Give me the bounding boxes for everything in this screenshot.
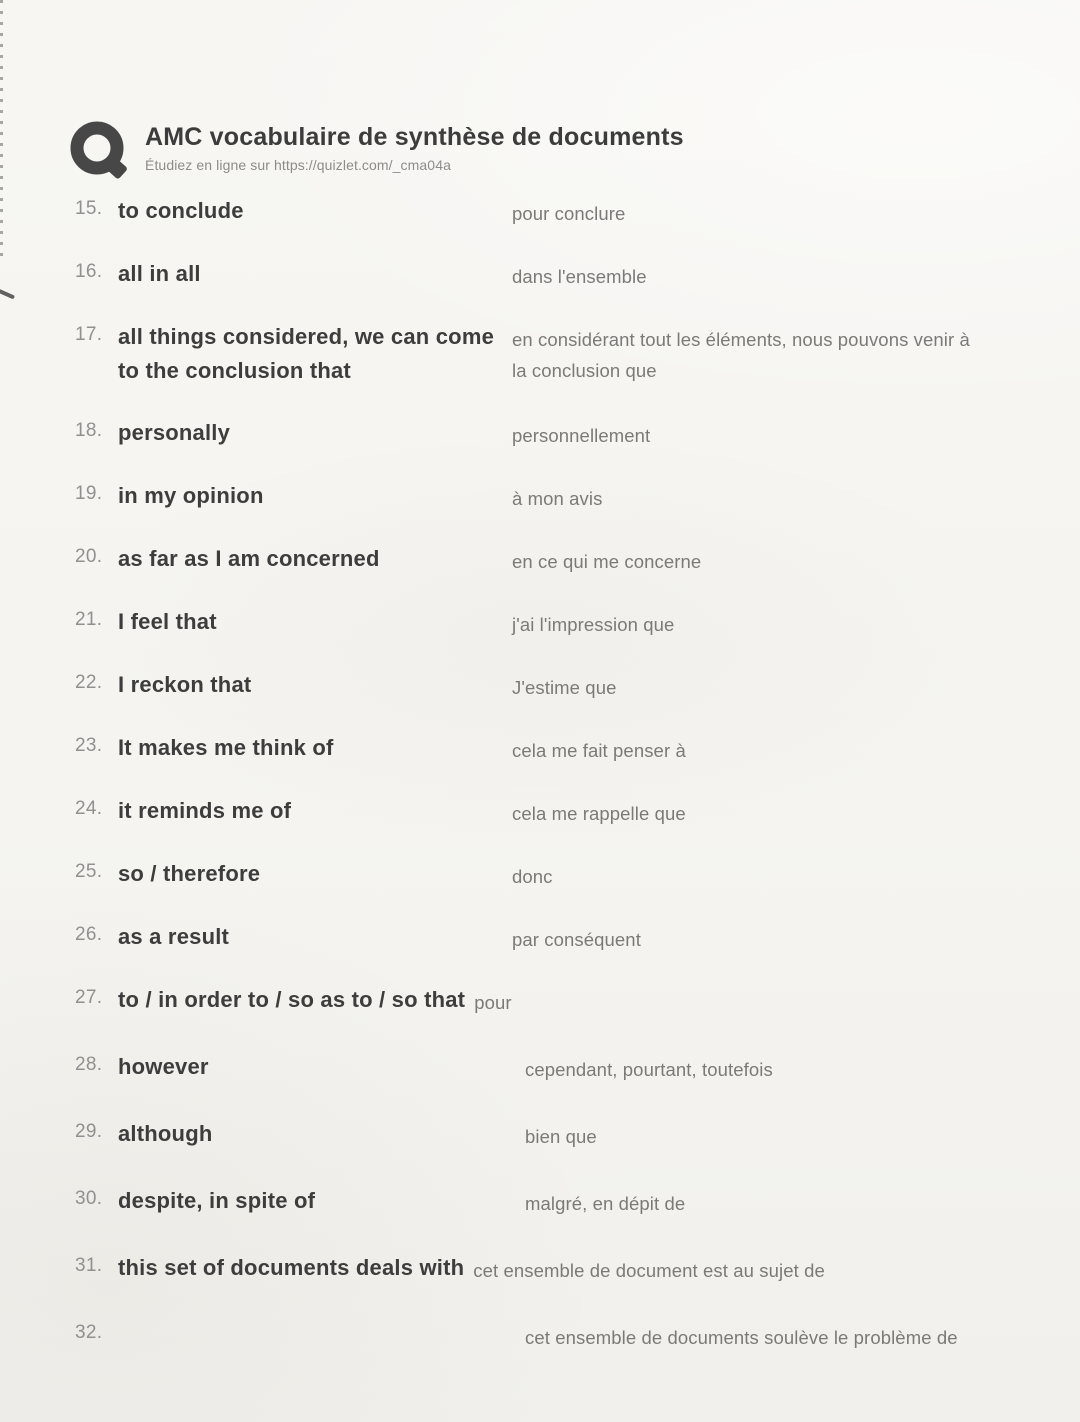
- definition-text: malgré, en dépit de: [525, 1193, 686, 1214]
- term-text: as far as I am concerned: [118, 546, 380, 571]
- definition-text: bien que: [525, 1126, 597, 1147]
- term-number: 20.: [75, 546, 103, 567]
- term-number: 30.: [75, 1188, 103, 1209]
- definition-text: J'estime que: [512, 677, 617, 698]
- definition-text: en considérant tout les éléments, nous pouvons venir à la conclusion que: [512, 329, 970, 381]
- term-text: it reminds me of: [118, 798, 292, 823]
- vocab-row: [0, 731, 1080, 766]
- definition-text: j'ai l'impression que: [512, 614, 675, 635]
- definition-text: cet ensemble de document est au sujet de: [473, 1260, 825, 1281]
- header: [70, 118, 684, 186]
- definition-text: cela me fait penser à: [512, 740, 686, 761]
- vocab-row: [0, 794, 1080, 829]
- term-number: 19.: [75, 483, 103, 504]
- vocab-row: [0, 320, 1080, 388]
- vocab-row: [0, 1184, 1080, 1219]
- definition-text: cependant, pourtant, toutefois: [525, 1059, 773, 1080]
- term-number: 21.: [75, 609, 103, 630]
- term-text: I reckon that: [118, 672, 252, 697]
- term-number: 18.: [75, 420, 103, 441]
- vocab-row: [0, 257, 1080, 292]
- term-number: 22.: [75, 672, 103, 693]
- quizlet-q-icon: [70, 118, 128, 186]
- term-text: all in all: [118, 261, 201, 286]
- term-number: 23.: [75, 735, 103, 756]
- definition-text: cela me rappelle que: [512, 803, 686, 824]
- header-text: [145, 118, 684, 173]
- vocab-row: [0, 1251, 1080, 1286]
- term-number: 32.: [75, 1322, 103, 1343]
- term-text: so / therefore: [118, 861, 261, 886]
- definition-text: donc: [512, 866, 553, 887]
- vocab-row: [0, 983, 1080, 1018]
- term-text: to / in order to / so as to / so that: [118, 987, 466, 1012]
- vocab-row: [0, 194, 1080, 229]
- term-number: 17.: [75, 324, 103, 345]
- term-number: 16.: [75, 261, 103, 282]
- vocab-row: [0, 1318, 1080, 1353]
- term-number: 29.: [75, 1121, 103, 1142]
- vocab-row: [0, 857, 1080, 892]
- term-number: 25.: [75, 861, 103, 882]
- term-text: however: [118, 1054, 209, 1079]
- study-link-text: Étudiez en ligne sur https://quizlet.com/_cma04a: [145, 157, 451, 173]
- term-text: personally: [118, 420, 231, 445]
- vocab-row: [0, 542, 1080, 577]
- vocab-row: [0, 605, 1080, 640]
- term-number: 31.: [75, 1255, 103, 1276]
- term-number: 24.: [75, 798, 103, 819]
- definition-text: en ce qui me concerne: [512, 551, 702, 572]
- term-text: in my opinion: [118, 483, 264, 508]
- term-text: despite, in spite of: [118, 1188, 316, 1213]
- term-text: to conclude: [118, 198, 244, 223]
- term-number: 27.: [75, 987, 103, 1008]
- definition-text: pour conclure: [512, 203, 626, 224]
- definition-text: personnellement: [512, 425, 651, 446]
- definition-text: cet ensemble de documents soulève le problème de: [525, 1327, 958, 1348]
- definition-text: par conséquent: [512, 929, 641, 950]
- term-text: this set of documents deals with: [118, 1255, 465, 1280]
- definition-text: pour: [474, 992, 512, 1013]
- term-number: 26.: [75, 924, 103, 945]
- term-text: It makes me think of: [118, 735, 334, 760]
- vocab-row: [0, 920, 1080, 955]
- term-number: 15.: [75, 198, 103, 219]
- term-text: as a result: [118, 924, 230, 949]
- term-text: I feel that: [118, 609, 217, 634]
- vocab-row: [0, 416, 1080, 451]
- page-title: AMC vocabulaire de synthèse de documents: [145, 123, 684, 151]
- term-number: 28.: [75, 1054, 103, 1075]
- term-text: although: [118, 1121, 213, 1146]
- vocab-row: [0, 479, 1080, 514]
- definition-text: dans l'ensemble: [512, 266, 647, 287]
- vocab-row: [0, 1117, 1080, 1152]
- vocab-list: [0, 194, 1080, 1385]
- definition-text: à mon avis: [512, 488, 603, 509]
- vocab-row: [0, 1050, 1080, 1085]
- term-text: all things considered, we can come to the conclusion that: [118, 324, 495, 383]
- vocab-row: [0, 668, 1080, 703]
